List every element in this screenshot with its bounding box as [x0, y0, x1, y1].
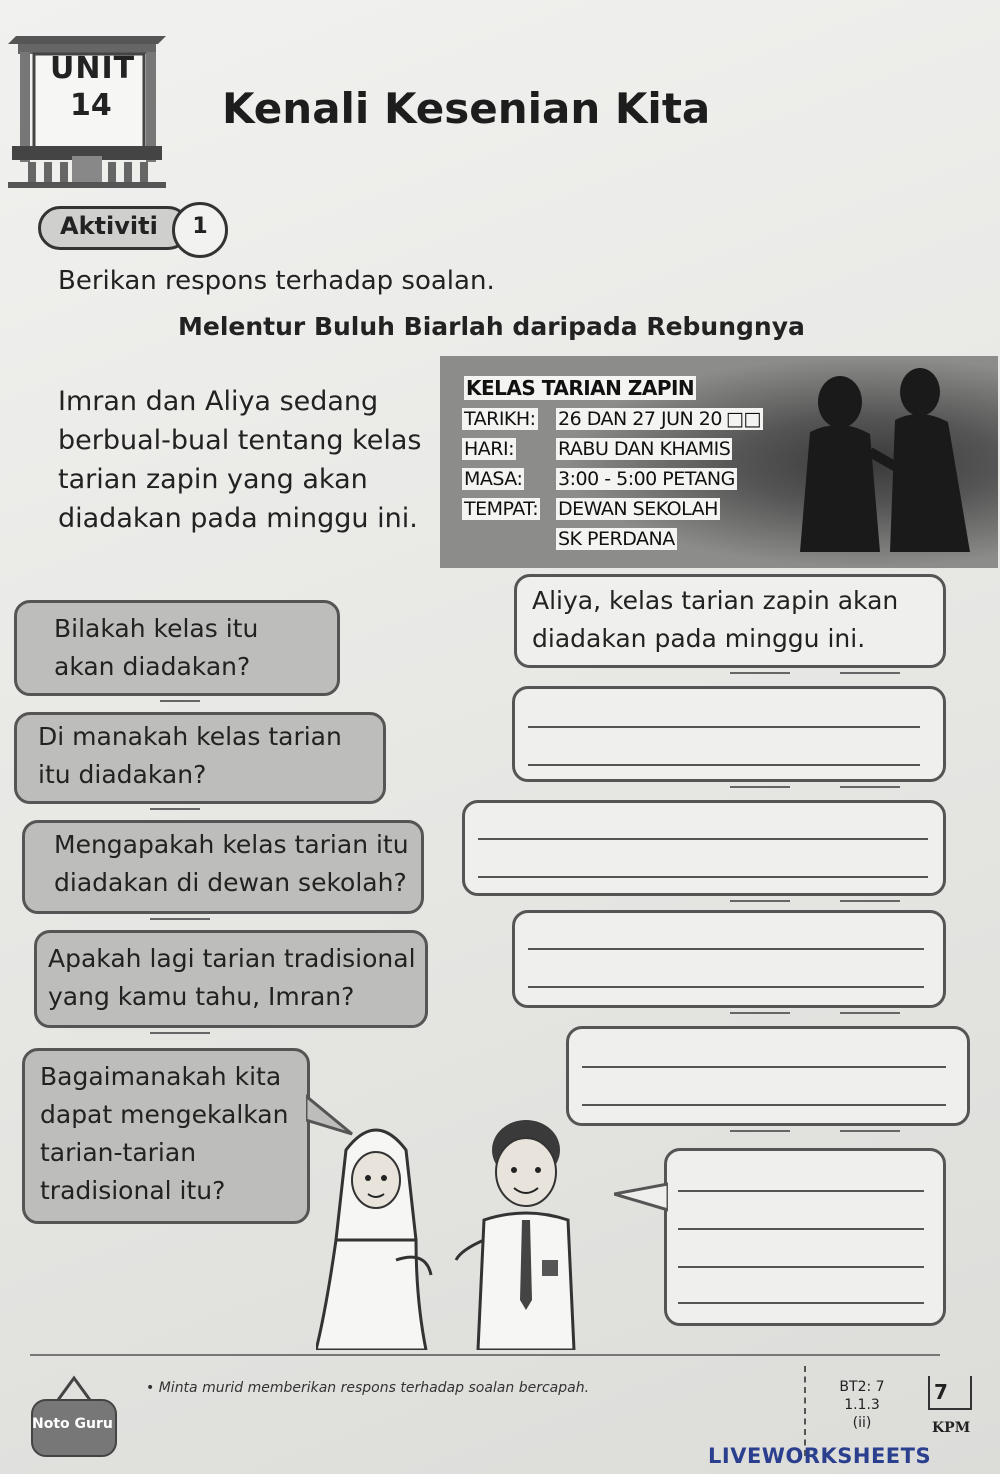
answer-line [678, 1266, 924, 1268]
poster-date-value: 26 DAN 27 JUN 20 □□ [558, 408, 761, 430]
page-number: 7 [934, 1380, 948, 1404]
poster-place-value-2: SK PERDANA [558, 528, 675, 550]
answer-line [678, 1302, 924, 1304]
answer-bubble-6 [664, 1148, 946, 1326]
unit-label: UNIT [50, 51, 136, 86]
intro-text: Imran dan Aliya sedang berbual-bual tentang kelas tarian zapin yang akan diadakan pada minggu ini. [58, 386, 422, 534]
answer-bubble-3 [462, 800, 946, 896]
dancers-icon [770, 362, 990, 562]
answer-bubble-2 [512, 686, 946, 782]
answer-bubble-5 [566, 1026, 970, 1126]
answer-line [678, 1228, 924, 1230]
connector [730, 900, 790, 902]
watermark: LIVEWORKSHEETS [708, 1444, 932, 1468]
answer-line [582, 1104, 946, 1106]
poster-day-value: RABU DAN KHAMIS [558, 438, 731, 460]
footer-note: • Minta murid memberikan respons terhadap soalan bercapah. [146, 1380, 590, 1396]
connector [150, 918, 210, 920]
poster-title: KELAS TARIAN ZAPIN [466, 376, 695, 400]
question-5-text: Bagaimanakah kita dapat mengekalkan tarian-tarian tradisional itu? [40, 1062, 289, 1205]
answer-line [528, 764, 920, 766]
publisher-label: KPM [932, 1420, 971, 1436]
poster-place-value-1: DEWAN SEKOLAH [558, 498, 718, 520]
connector [730, 1130, 790, 1132]
answer-line [478, 876, 928, 878]
poster-time-value: 3:00 - 5:00 PETANG [558, 468, 735, 490]
answer-line [678, 1190, 924, 1192]
speech-tail-icon [614, 1180, 668, 1220]
connector [150, 808, 200, 810]
answer-line [528, 726, 920, 728]
connector [150, 1032, 210, 1034]
instruction: Berikan respons terhadap soalan. [58, 266, 495, 296]
connector [730, 1012, 790, 1014]
answer-line [478, 838, 928, 840]
footer-code: BT2: 7 1.1.3 (ii) [839, 1379, 885, 1431]
teacher-note-label: Noto Guru [32, 1416, 113, 1432]
page-title: Kenali Kesenian Kita [222, 84, 711, 133]
poster-date-label: TARIKH: [464, 408, 536, 430]
answer-bubble-4 [512, 910, 946, 1008]
question-3-text: Mengapakah kelas tarian itu diadakan di dewan sekolah? [54, 830, 409, 897]
activity-label: Aktiviti [60, 212, 158, 240]
footer-separator [804, 1366, 808, 1456]
connector [840, 1130, 900, 1132]
question-4-text: Apakah lagi tarian tradisional yang kamu tahu, Imran? [48, 944, 416, 1011]
poster-time-label: MASA: [464, 468, 523, 490]
footer-divider [30, 1354, 940, 1356]
poster [440, 356, 998, 568]
answer-line [528, 986, 924, 988]
connector [840, 786, 900, 788]
subtitle: Melentur Buluh Biarlah daripada Rebungnya [178, 312, 805, 341]
question-1-text: Bilakah kelas itu akan diadakan? [54, 614, 259, 681]
question-2-text: Di manakah kelas tarian itu diadakan? [38, 722, 342, 789]
connector [840, 900, 900, 902]
children-illustration-icon [316, 1110, 576, 1350]
poster-day-label: HARI: [464, 438, 514, 460]
poster-place-label: TEMPAT: [464, 498, 539, 520]
connector [840, 1012, 900, 1014]
answer-line [528, 948, 924, 950]
connector [730, 672, 790, 674]
unit-number: 14 [70, 88, 112, 123]
connector [160, 700, 200, 702]
connector [730, 786, 790, 788]
activity-number: 1 [192, 214, 208, 239]
teacher-note-icon [28, 1370, 120, 1460]
answer-given-text: Aliya, kelas tarian zapin akan diadakan pada minggu ini. [532, 586, 899, 653]
connector [840, 672, 900, 674]
answer-line [582, 1066, 946, 1068]
